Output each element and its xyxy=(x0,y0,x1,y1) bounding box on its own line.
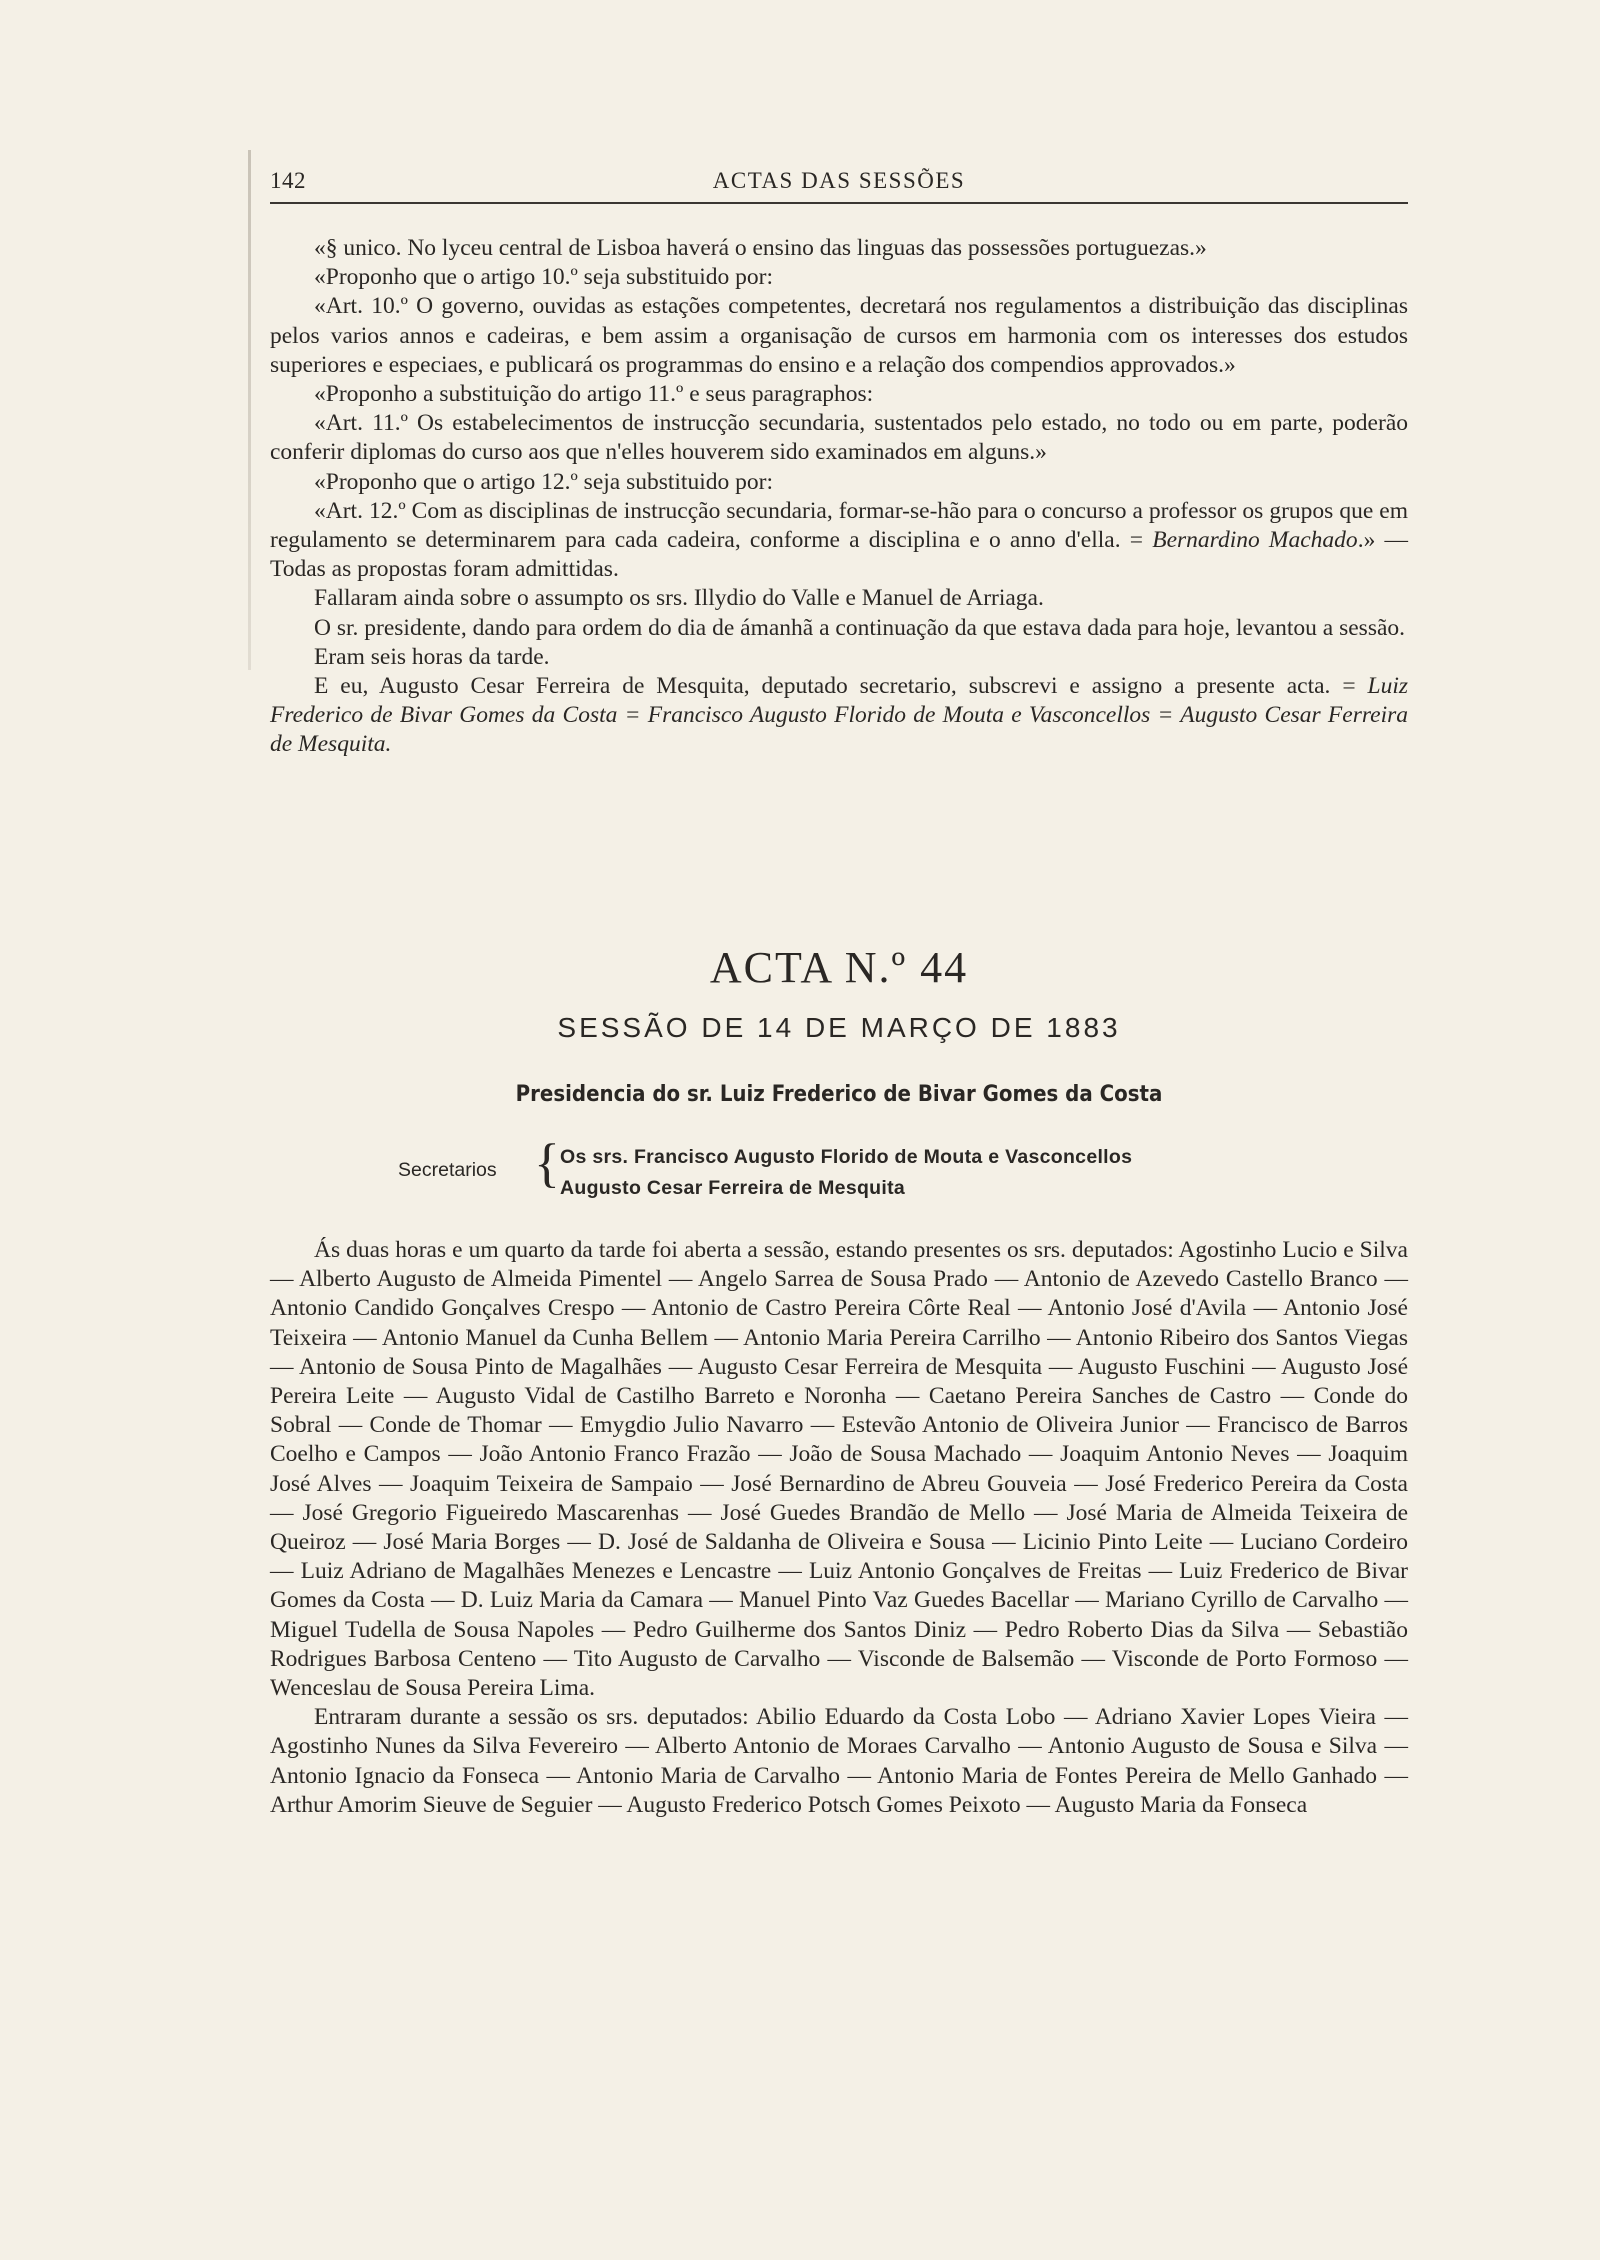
secretary-name: Augusto Cesar Ferreira de Mesquita xyxy=(560,1177,906,1199)
paragraph: Eram seis horas da tarde. xyxy=(314,643,550,670)
presidency-line: Presidencia do sr. Luiz Frederico de Bivar Gomes da Costa xyxy=(515,1082,1163,1107)
secretary-name: Os srs. Francisco Augusto Florido de Mouta e Vasconcellos xyxy=(560,1146,1133,1168)
paragraph: O sr. presidente, dando para ordem do dia de ámanhã a continuação da que estava dada para hoje, levantou a sessão. xyxy=(314,614,1406,641)
paragraph: «Proponho que o artigo 12.º seja substituido por: xyxy=(314,468,773,495)
paragraph: «Art. 10.º O governo, ouvidas as estações competentes, decretará nos regulamentos a distribuição das disciplinas pelos varios annos e cadeiras, e bem assim a organisação de cursos em harmonia com os interesses dos estudos superiores e especiaes, e publicará os programmas do ensino e a relação dos compendios approvados.» xyxy=(270,293,1408,378)
paragraph: Entraram durante a sessão os srs. deputados: Abilio Eduardo da Costa Lobo — Adriano Xavier Lopes Vieira — Agostinho Nunes da Silva Fevereiro — Alberto Antonio de Moraes Carvalho — Antonio Augusto de Sousa e Silva — Antonio Ignacio da Fonseca — Antonio Maria de Carvalho — Antonio Maria de Fontes Pereira de Mello Ganhado — Arthur Amorim Sieuve de Seguier — Augusto Frederico Potsch Gomes Peixoto — Augusto Maria da Fonseca xyxy=(270,1704,1408,1818)
text-run: «Art. 12.º Com as disciplinas de instrucção secundaria, formar-se-hão para o concurso a professor os grupos que em regulamento se determinarem para cada cadeira, conforme a disciplina e o anno d'ella. = xyxy=(270,497,1408,554)
page-header xyxy=(270,168,1408,204)
running-head: ACTAS DAS SESSÕES xyxy=(712,168,966,193)
paragraph: Ás duas horas e um quarto da tarde foi aberta a sessão, estando presentes os srs. deputados: Agostinho Lucio e Silva — Alberto Augusto de Almeida Pimentel — Angelo Sarrea de Sousa Prado — Antonio de Azevedo Castello Branco — Antonio Candido Gonçalves Crespo — Antonio de Castro Pereira Côrte Real — Antonio José d'Avila — Antonio José Teixeira — Antonio Manuel da Cunha Bellem — Antonio Maria Pereira Carrilho — Antonio Ribeiro dos Santos Viegas — Antonio de Sousa Pinto de Magalhães — Augusto Cesar Ferreira de Mesquita — Augusto Fuschini — Augusto José Pereira Leite — Augusto Vidal de Castilho Barreto e Noronha — Caetano Pereira Sanches de Castro — Conde do Sobral — Conde de Thomar — Emygdio Julio Navarro — Estevão Antonio de Oliveira Junior — Francisco de Barros Coelho e Campos — João Antonio Franco Frazão — João de Sousa Machado — Joaquim Antonio Neves — Joaquim José Alves — Joaquim Teixeira de Sampaio — José Bernardino de Abreu Gouveia — José Frederico Pereira da Costa — José Gregorio Figueiredo Mascarenhas — José Guedes Brandão de Mello — José Maria de Almeida Teixeira de Queiroz — José Maria Borges — D. José de Saldanha de Oliveira e Sousa — Licinio Pinto Leite — Luciano Cordeiro — Luiz Adriano de Magalhães Menezes e Lencastre — Luiz Antonio Gonçalves de Freitas — Luiz Frederico de Bivar Gomes da Costa — D. Luiz Maria da Camara — Manuel Pinto Vaz Guedes Bacellar — Mariano Cyrillo de Carvalho — Miguel Tudella de Sousa Napoles — Pedro Guilherme dos Santos Diniz — Pedro Roberto Dias da Silva — Sebastião Rodrigues Barbosa Centeno — Tito Augusto de Carvalho — Visconde de Balsemão — Visconde de Porto Formoso — Wenceslau de Sousa Pereira Lima. xyxy=(270,1237,1408,1702)
paragraph: «Proponho que o artigo 10.º seja substituido por: xyxy=(314,264,773,291)
brace-glyph: { xyxy=(534,1133,560,1193)
text-run: E eu, Augusto Cesar Ferreira de Mesquita, deputado secretario, subscrevi e assigno a presente acta. = xyxy=(314,673,1368,700)
signature-name: Bernardino Machado xyxy=(1152,527,1358,554)
paragraph xyxy=(270,672,1408,760)
paragraph xyxy=(270,497,1408,585)
page-number: 142 xyxy=(270,168,306,193)
paragraph: «Art. 11.º Os estabelecimentos de instrucção secundaria, sustentados pelo estado, no todo ou em parte, poderão conferir diplomas do curso aos que n'elles houverem sido examinados em alguns.» xyxy=(270,410,1408,466)
secretaries-names xyxy=(560,1142,1132,1204)
paragraph: «§ unico. No lyceu central de Lisboa haverá o ensino das linguas das possessões portuguezas.» xyxy=(314,235,1207,261)
text-run: .» — Todas as propostas foram admittidas. xyxy=(270,527,1409,583)
session-44-text xyxy=(270,1236,1408,1820)
session-title: SESSÃO DE 14 DE MARÇO DE 1883 xyxy=(557,1012,1121,1043)
page-binding-edge xyxy=(248,150,251,670)
previous-session-text xyxy=(270,234,1408,760)
paragraph: «Proponho a substituição do artigo 11.º e seus paragraphos: xyxy=(314,381,874,408)
signature-names: Luiz Frederico de Bivar Gomes da Costa = Francisco Augusto Florido de Mouta e Vasconcellos = Augusto Cesar Ferreira de Mesquita. xyxy=(270,673,1408,758)
paragraph: Fallaram ainda sobre o assumpto os srs. Illydio do Valle e Manuel de Arriaga. xyxy=(314,585,1044,612)
acta-title: ACTA N.º 44 xyxy=(709,943,969,992)
secretaries-label: Secretarios xyxy=(398,1159,497,1181)
